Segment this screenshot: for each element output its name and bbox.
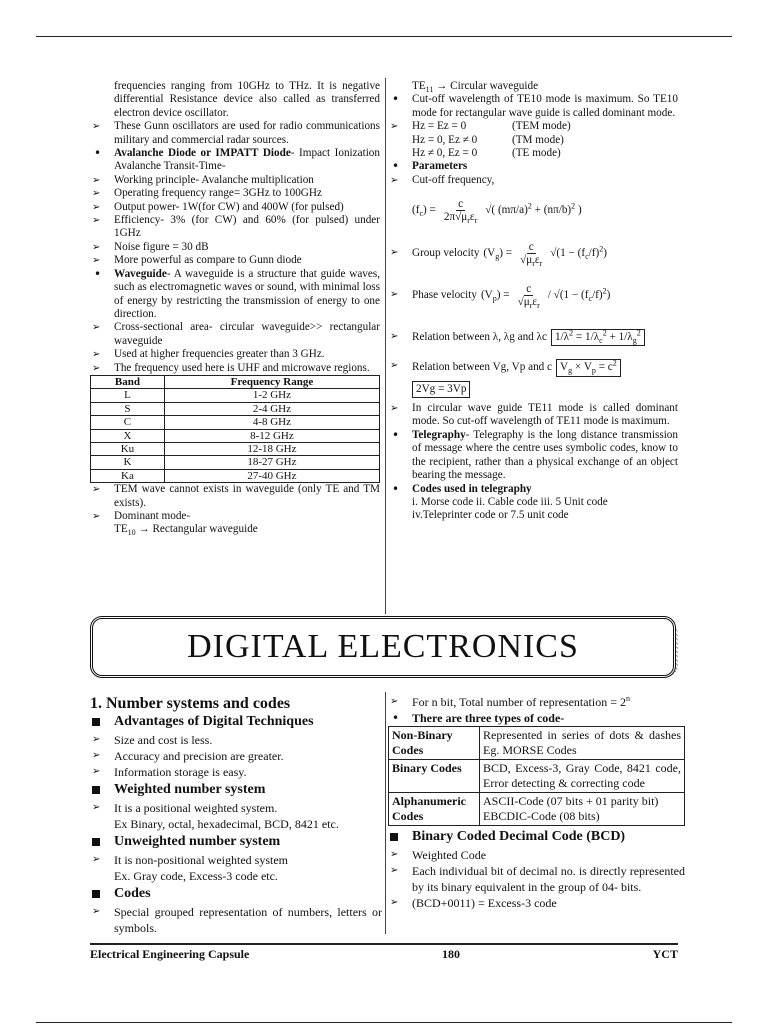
arrow-bullet-icon: ➢ bbox=[92, 349, 101, 361]
table-row: Ka 27-40 GHz bbox=[91, 469, 380, 482]
list-item: ➢ Dominant mode- bbox=[92, 510, 191, 522]
list-item: ➢ The frequency used here is UHF and microwave regions. bbox=[92, 361, 370, 374]
arrow-bullet-icon: ➢ bbox=[92, 906, 101, 917]
table-row: Binary Codes BCD, Excess-3, Gray Code, 8421 code, Error detecting & correcting code bbox=[389, 760, 685, 793]
arrow-bullet-icon: ➢ bbox=[390, 849, 399, 860]
band-table bbox=[90, 375, 380, 483]
list-item: ➢ It is a positional weighted system. bbox=[92, 801, 278, 815]
arrow-bullet-icon: ➢ bbox=[390, 331, 399, 343]
arrow-bullet-icon: ➢ bbox=[390, 121, 399, 133]
arrow-bullet-icon: ➢ bbox=[92, 121, 101, 133]
list-item: ➢ Phase velocity $(V_p)$ = $\frac{c}{√\mu_r\varepsilon_r}$ / $√(1 - (f_c/f)^2)$ bbox=[390, 282, 611, 310]
column-divider bbox=[385, 78, 386, 614]
arrow-bullet-icon: ➢ bbox=[390, 865, 399, 876]
dot-bullet-icon: • bbox=[392, 92, 400, 107]
footer-publisher: YCT bbox=[652, 947, 678, 961]
velocity-relation-formula: $V_g \times V_p = c^2$ bbox=[556, 359, 621, 376]
list-item: ➢ It is non-positional weighted system bbox=[92, 853, 288, 867]
list-item: ➢ Weighted Code bbox=[390, 848, 487, 862]
cutoff-formula: $(f_c)$ = $\frac{c}{2\pi√\mu_r\varepsilon_r}$ √( $(m\pi/a)^2 + (n\pi/b)^2$ ) bbox=[412, 197, 582, 225]
arrow-bullet-icon: ➢ bbox=[390, 174, 399, 186]
dot-bullet-icon: • bbox=[94, 146, 102, 161]
telegraphy-title: Telegraphy bbox=[412, 428, 466, 441]
arrow-bullet-icon: ➢ bbox=[390, 696, 399, 707]
mode-line: Hz ≠ 0, Ez = 0 (TE mode) bbox=[412, 147, 561, 160]
subsection-title: Unweighted number system bbox=[90, 834, 382, 850]
arrow-bullet-icon: ➢ bbox=[390, 360, 399, 372]
arrow-bullet-icon: ➢ bbox=[92, 215, 101, 227]
dot-bullet-icon: • bbox=[94, 266, 102, 281]
table-header: Frequency Range bbox=[164, 375, 379, 388]
top-rule bbox=[36, 36, 732, 37]
list-item: ➢ TEM wave cannot exists in waveguide (only TE and TM exists). bbox=[92, 483, 380, 509]
te10-line: $TE_{10}$ → Rectangular waveguide bbox=[114, 523, 258, 538]
column-divider bbox=[385, 692, 386, 934]
list-item: ➢ Output power- 1W(for CW) and 400W (for pulsed) bbox=[92, 200, 344, 213]
list-item: ➢ Each individual bit of decimal no. is directly represented by its binary equivalent in the group of 04- bits. bbox=[390, 864, 685, 894]
arrow-bullet-icon: ➢ bbox=[92, 255, 101, 267]
list-item: ➢ Size and cost is less. bbox=[92, 733, 213, 747]
list-item: ➢ Relation between Vg, Vp and c $V_g \times V_p = c^2$ bbox=[388, 359, 678, 376]
list-item: ➢ Operating frequency range= 3GHz to 100GHz bbox=[92, 187, 322, 200]
list-item: • There are three types of code- bbox=[392, 711, 565, 725]
arrow-bullet-icon: ➢ bbox=[92, 802, 101, 813]
example-line: Ex Binary, octal, hexadecimal, BCD, 8421 etc. bbox=[114, 817, 339, 831]
list-item: • Parameters bbox=[392, 159, 468, 174]
square-bullet-icon bbox=[92, 890, 100, 898]
arrow-bullet-icon: ➢ bbox=[92, 750, 101, 761]
square-bullet-icon bbox=[92, 838, 100, 846]
list-item: • Waveguide- A waveguide is a structure that guide waves, such as electromagnetic waves or sound, with minimal loss of energy by restricting the transmission of energy to one direction. bbox=[94, 266, 380, 320]
page-number: 180 bbox=[441, 947, 460, 961]
page-footer bbox=[90, 948, 678, 961]
arrow-bullet-icon: ➢ bbox=[92, 322, 101, 334]
arrow-bullet-icon: ➢ bbox=[92, 734, 101, 745]
arrow-bullet-icon: ➢ bbox=[390, 403, 399, 415]
example-line: Ex. Gray code, Excess-3 code etc. bbox=[114, 869, 278, 883]
codes-line: iv.Teleprinter code or 7.5 unit code bbox=[412, 509, 569, 522]
upper-right-column bbox=[388, 80, 678, 523]
section-title: 1. Number systems and codes bbox=[90, 695, 291, 712]
table-row: C 4-8 GHz bbox=[91, 416, 380, 429]
list-item: ➢ Relation between λ, λg and λc $1/\lambda^2 = 1/\lambda_c^2 + 1/\lambda_g^2$ bbox=[388, 317, 678, 357]
arrow-bullet-icon: ➢ bbox=[92, 511, 101, 522]
waveguide-title: Waveguide bbox=[114, 267, 167, 280]
arrow-bullet-icon: ➢ bbox=[390, 897, 399, 908]
arrow-bullet-icon: ➢ bbox=[390, 289, 399, 301]
upper-left-column bbox=[90, 80, 380, 537]
subsection-title: Codes bbox=[90, 886, 382, 902]
arrow-bullet-icon: ➢ bbox=[92, 188, 101, 200]
gunn-paragraph: frequencies ranging from 10GHz to THz. It is negative differential Resistance device also called as transferred electron device oscillator. bbox=[114, 80, 380, 119]
arrow-bullet-icon: ➢ bbox=[92, 362, 101, 374]
mode-line: Hz = 0, Ez ≠ 0 (TM mode) bbox=[412, 133, 564, 146]
table-row: Non-Binary Codes Represented in series of dots & dashes Eg. MORSE Codes bbox=[389, 727, 685, 760]
table-row: L 1-2 GHz bbox=[91, 389, 380, 402]
arrow-bullet-icon: ➢ bbox=[390, 247, 399, 259]
te11-line: $TE_{11}$ → Circular waveguide bbox=[412, 80, 539, 95]
list-item: ➢ Used at higher frequencies greater than 3 GHz. bbox=[92, 348, 325, 361]
list-item: ➢ Hz = Ez = 0 (TEM mode) bbox=[390, 120, 571, 133]
list-item: ➢ Special grouped representation of numbers, letters or symbols. bbox=[92, 905, 382, 935]
subsection-title: Binary Coded Decimal Code (BCD) bbox=[388, 829, 685, 845]
subsection-title: Advantages of Digital Techniques bbox=[90, 714, 382, 730]
dot-bullet-icon: • bbox=[392, 711, 400, 725]
arrow-bullet-icon: ➢ bbox=[92, 201, 101, 213]
chapter-title: DIGITAL ELECTRONICS bbox=[187, 628, 579, 666]
table-row: K 18-27 GHz bbox=[91, 456, 380, 469]
list-item: • Codes used in telegraphy bbox=[392, 481, 532, 496]
arrow-bullet-icon: ➢ bbox=[92, 854, 101, 865]
square-bullet-icon bbox=[92, 718, 100, 726]
list-item: • Avalanche Diode or IMPATT Diode- Impact Ionization Avalanche Transit-Time- bbox=[94, 146, 380, 173]
chapter-banner bbox=[90, 616, 676, 678]
table-row: X 8-12 GHz bbox=[91, 429, 380, 442]
list-item: ➢ Cut-off frequency, bbox=[390, 173, 495, 186]
codes-line: i. Morse code ii. Cable code iii. 5 Unit code bbox=[412, 495, 608, 508]
square-bullet-icon bbox=[390, 833, 398, 841]
list-item: ➢ Noise figure = 30 dB bbox=[92, 240, 209, 253]
table-header: Band bbox=[91, 375, 165, 388]
arrow-bullet-icon: ➢ bbox=[92, 766, 101, 777]
bottom-rule bbox=[36, 1022, 732, 1023]
list-item: ➢ Working principle- Avalanche multiplication bbox=[92, 173, 314, 186]
list-item: ➢ Cross-sectional area- circular waveguide>> rectangular waveguide bbox=[92, 321, 380, 347]
arrow-bullet-icon: ➢ bbox=[92, 174, 101, 186]
dot-bullet-icon: • bbox=[392, 427, 400, 442]
ratio-formula: 2Vg = 3Vp bbox=[388, 381, 678, 398]
impatt-title: Avalanche Diode or IMPATT Diode bbox=[114, 147, 291, 160]
table-row: S 2-4 GHz bbox=[91, 402, 380, 415]
table-row: Ku 12-18 GHz bbox=[91, 442, 380, 455]
list-item: • Telegraphy- Telegraphy is the long distance transmission of message where the centre uses symbolic codes, know to the recipient, rather than a physical exchange of an object bearing the message. bbox=[392, 427, 678, 482]
list-item: ➢ Information storage is easy. bbox=[92, 765, 247, 779]
dot-bullet-icon: • bbox=[392, 159, 400, 174]
table-row: Alphanumeric Codes ASCII-Code (07 bits + 01 parity bit) EBCDIC-Code (08 bits) bbox=[389, 793, 685, 826]
square-bullet-icon bbox=[92, 786, 100, 794]
list-item: ➢ (BCD+0011) = Excess-3 code bbox=[390, 896, 557, 910]
list-item: ➢ In circular wave guide TE11 mode is called dominant mode. So cut-off wavelength of TE11 mode is maximum. bbox=[390, 402, 678, 428]
lower-right-column bbox=[388, 694, 685, 911]
list-item: • Cut-off wavelength of TE10 mode is maximum. So TE10 mode for rectangular wave guide is called dominant mode. bbox=[392, 92, 678, 119]
footer-rule bbox=[90, 943, 678, 945]
list-item: ➢ Efficiency- 3% (for CW) and 60% (for pulsed) under 1GHz bbox=[92, 214, 380, 240]
lower-left-column bbox=[90, 694, 382, 936]
subsection-title: Weighted number system bbox=[90, 782, 382, 798]
list-item: ➢ These Gunn oscillators are used for radio communications military and commercial radar sources. bbox=[92, 120, 380, 146]
list-item: ➢ For n bit, Total number of representation = $2^n$ bbox=[390, 694, 630, 709]
arrow-bullet-icon: ➢ bbox=[92, 484, 101, 496]
dot-bullet-icon: • bbox=[392, 481, 400, 496]
list-item: ➢ More powerful as compare to Gunn diode bbox=[92, 254, 302, 267]
arrow-bullet-icon: ➢ bbox=[92, 241, 101, 253]
list-item: ➢ Group velocity $(V_g)$ = $\frac{c}{√\mu_r\varepsilon_r}$ $√(1 - (f_c/f)^2)$ bbox=[390, 240, 607, 268]
list-item: ➢ Accuracy and precision are greater. bbox=[92, 749, 284, 763]
footer-book-title: Electrical Engineering Capsule bbox=[90, 947, 250, 961]
code-types-table bbox=[388, 726, 685, 826]
lambda-relation-formula: $1/\lambda^2 = 1/\lambda_c^2 + 1/\lambda_g^2$ bbox=[551, 329, 645, 346]
